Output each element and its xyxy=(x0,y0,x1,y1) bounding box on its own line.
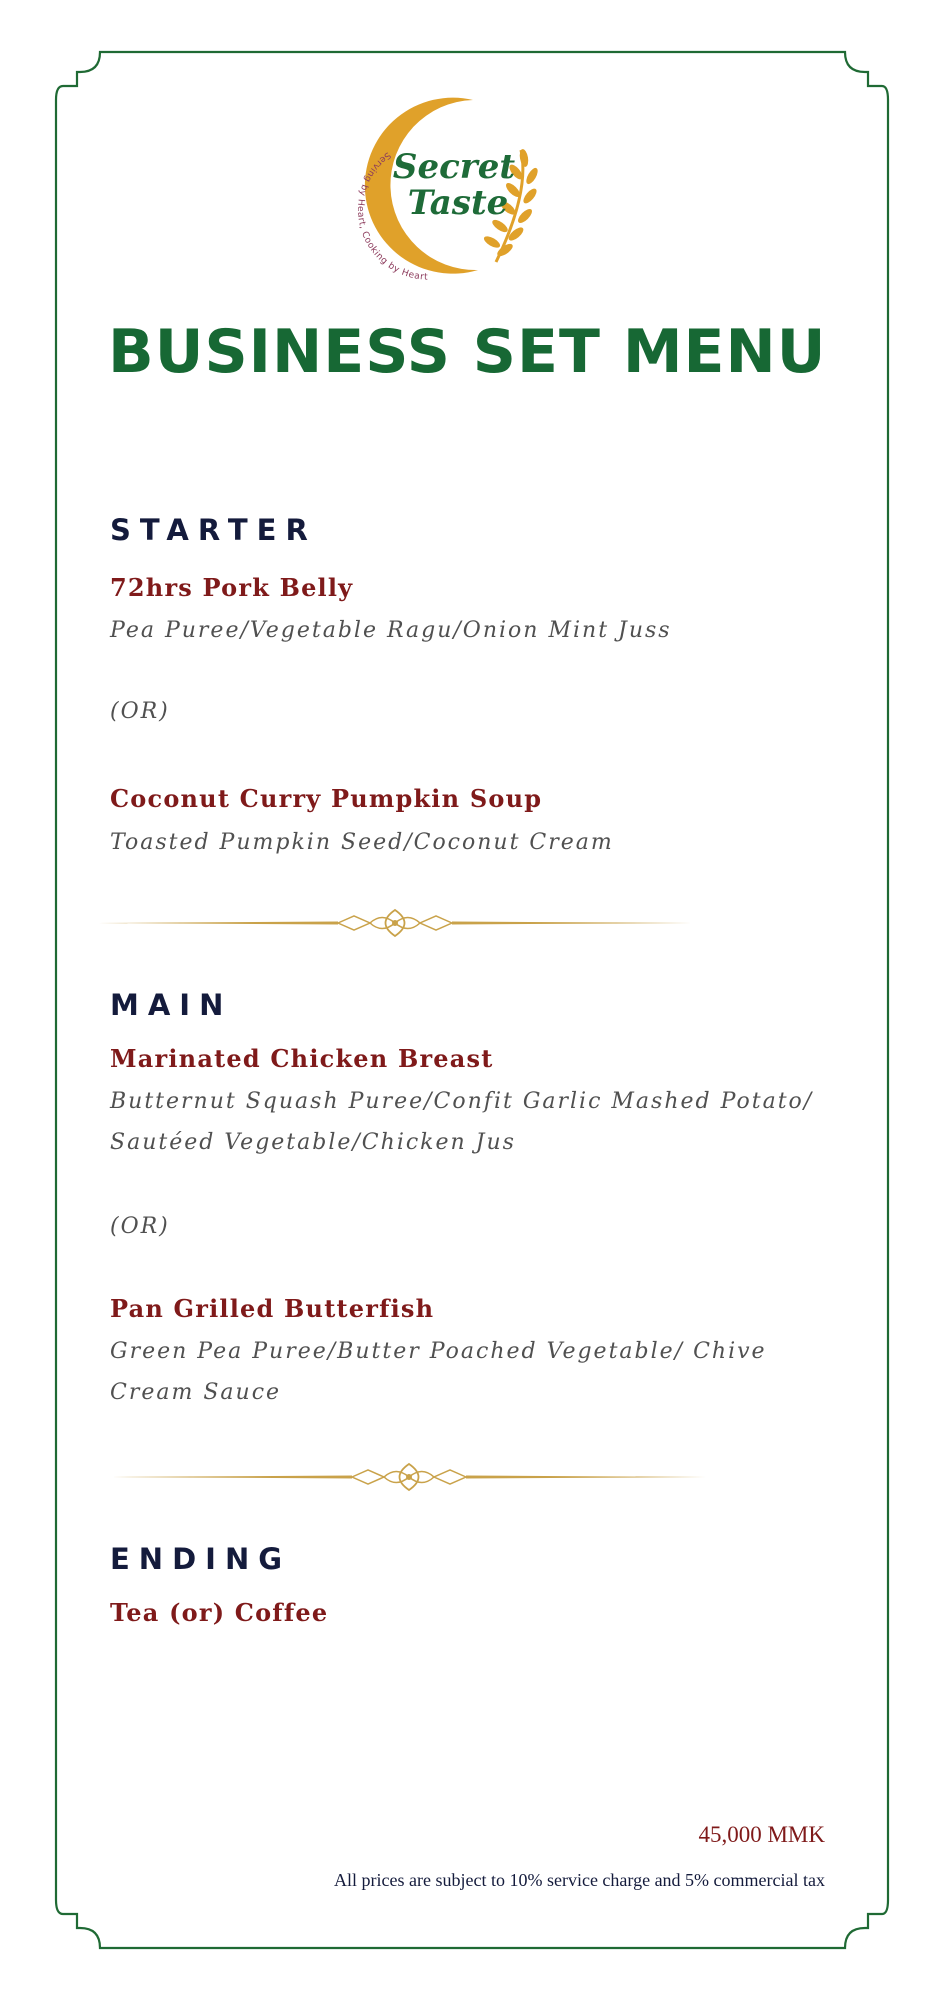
dish-desc-butterfish-line1: Green Pea Puree/Butter Poached Vegetable/ Chive xyxy=(110,1339,767,1364)
section-heading-starter: STARTER xyxy=(110,513,317,547)
starter-or-label: (OR) xyxy=(110,699,170,724)
section-heading-ending: ENDING xyxy=(110,1542,292,1576)
dish-name-tea-coffee: Tea (or) Coffee xyxy=(110,1598,329,1627)
logo-line1: Secret xyxy=(392,147,516,187)
dish-name-pork-belly: 72hrs Pork Belly xyxy=(110,573,354,602)
logo-tagline: Serving b , Cooking by Heart xyxy=(358,149,429,282)
dish-desc-butterfish-line2: Cream Sauce xyxy=(110,1380,282,1405)
dish-name-pumpkin-soup: Coconut Curry Pumpkin Soup xyxy=(110,784,543,813)
dish-name-chicken-breast: Marinated Chicken Breast xyxy=(110,1044,494,1073)
set-price: 45,000 MMK xyxy=(698,1822,825,1847)
logo-line2: Taste xyxy=(407,183,509,223)
ornamental-divider xyxy=(98,906,692,940)
section-heading-main: MAIN xyxy=(110,988,233,1022)
secret-taste-logo xyxy=(358,92,548,282)
dish-desc-pumpkin-soup: Toasted Pumpkin Seed/Coconut Cream xyxy=(110,830,614,855)
dish-desc-chicken-breast-line2: Sautéed Vegetable/Chicken Jus xyxy=(110,1130,516,1155)
tax-note: All prices are subject to 10% service charge and 5% commercial tax xyxy=(334,1870,825,1890)
dish-name-butterfish: Pan Grilled Butterfish xyxy=(110,1294,435,1323)
dish-desc-pork-belly: Pea Puree/Vegetable Ragu/Onion Mint Juss xyxy=(110,618,672,643)
dish-desc-chicken-breast-line1: Butternut Squash Puree/Confit Garlic Mashed Potato/ xyxy=(110,1089,814,1114)
main-or-label: (OR) xyxy=(110,1214,170,1239)
page-title: BUSINESS SET MENU xyxy=(108,317,827,387)
ornamental-divider xyxy=(112,1460,706,1494)
